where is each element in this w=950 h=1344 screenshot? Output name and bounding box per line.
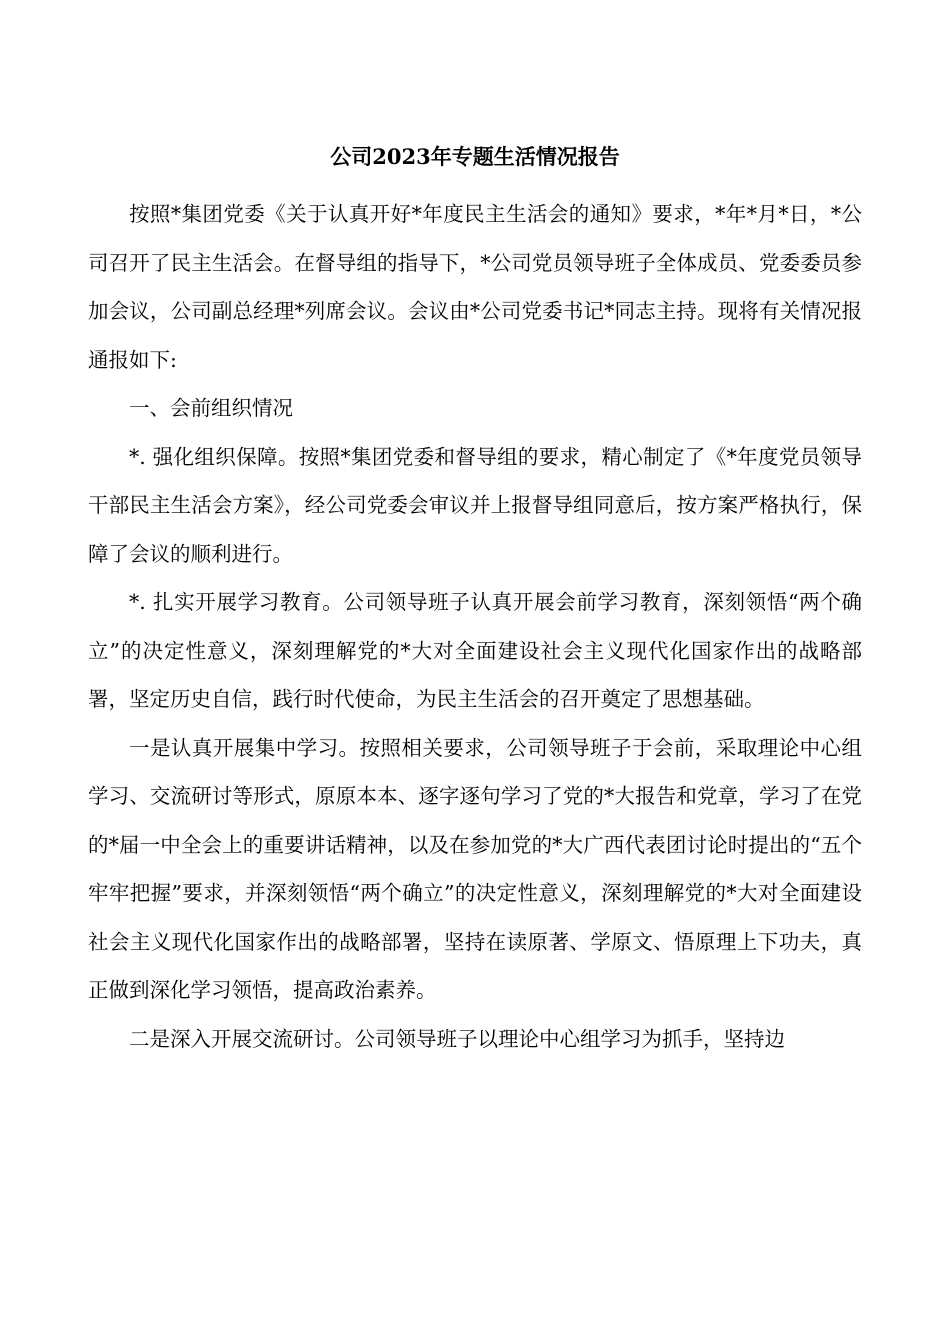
document-title: 公司2023年专题生活情况报告: [330, 144, 620, 169]
paragraph-intro: 按照*集团党委《关于认真开好*年度民主生活会的通知》要求，*年*月*日，*公司召开了民主生活会。在督导组的指导下，*公司党员领导班子全体成员、党委委员参加会议，公司副总经理*列席会议。会议由*公司党委书记*同志主持。现将有关情况报通报如下:: [88, 202, 862, 372]
paragraph-centralized-study: 一是认真开展集中学习。按照相关要求，公司领导班子于会前，采取理论中心组学习、交流研讨等形式，原原本本、逐字逐句学习了党的*大报告和党章，学习了在党的*届一中全会上的重要讲话精神，以及在参加党的*大广西代表团讨论时提出的“五个牢牢把握”要求，并深刻领悟“两个确立”的决定性意义，深刻理解党的*大对全面建设社会主义现代化国家作出的战略部署，坚持在读原著、学原文、悟原理上下功夫，真正做到深化学习领悟，提高政治素养。: [88, 735, 862, 1002]
paragraph-organization: *. 强化组织保障。按照*集团党委和督导组的要求，精心制定了《*年度党员领导干部民主生活会方案》，经公司党委会审议并上报督导组同意后，按方案严格执行，保障了会议的顺利进行。: [88, 444, 862, 566]
paragraph-study-education: *. 扎实开展学习教育。公司领导班子认真开展会前学习教育，深刻领悟“两个确立”的决定性意义，深刻理解党的*大对全面建设社会主义现代化国家作出的战略部署，坚定历史自信，践行时代使命，为民主生活会的召开奠定了思想基础。: [88, 590, 862, 711]
document-body: [88, 190, 862, 1063]
section-heading-pre-meeting: 一、会前组织情况: [129, 396, 293, 420]
paragraph-discussion: 二是深入开展交流研讨。公司领导班子以理论中心组学习为抓手，坚持边: [129, 1026, 785, 1051]
